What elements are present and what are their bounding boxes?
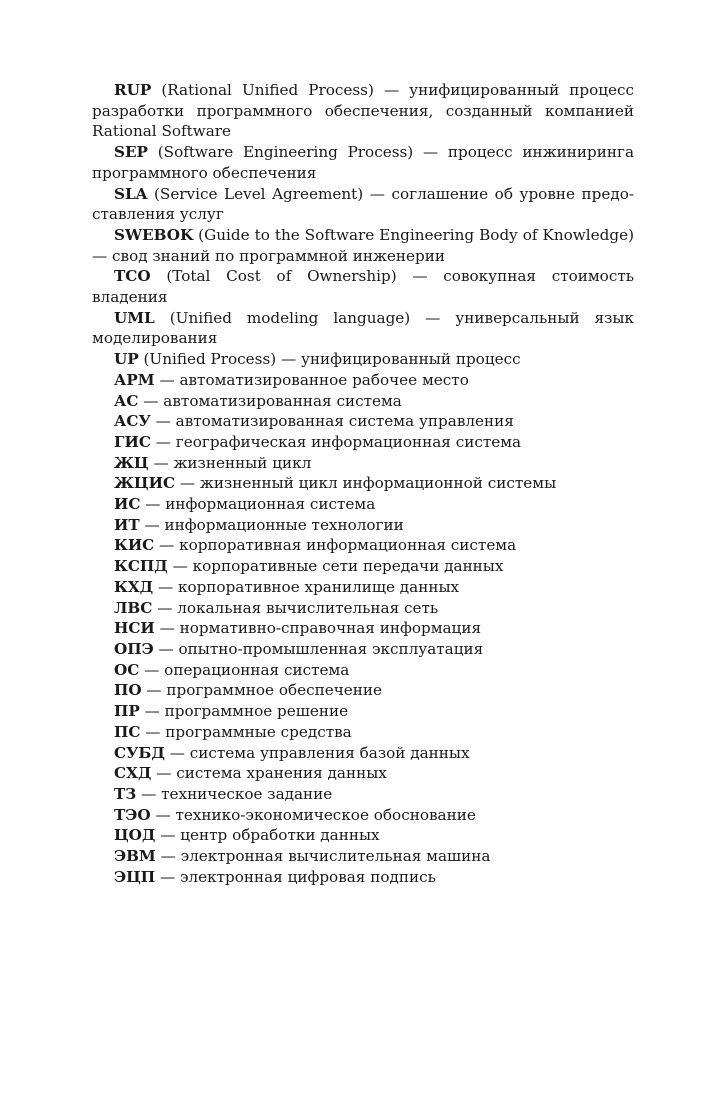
definition: — опытно-промышленная эксплуатация [158, 639, 484, 658]
entry-tco [92, 266, 634, 307]
entry-is [92, 494, 634, 515]
definition: — электронная цифровая подпись [159, 867, 436, 886]
definition: (Service Level Agreement) — соглашение об уровне предоставления услуг [92, 184, 634, 224]
term: ПР [114, 702, 140, 721]
definition: — автоматизированная система управления [155, 412, 514, 431]
entry-zhc [92, 453, 634, 474]
term: SLA [114, 184, 148, 203]
term: SWEBOK [114, 225, 194, 244]
term: ЛВС [114, 598, 153, 617]
definition: — нормативно-справочная информация [159, 619, 482, 638]
definition: — программные средства [145, 722, 352, 741]
entry-rup [92, 80, 634, 142]
entry-khd [92, 577, 634, 598]
definition: — техническое задание [141, 784, 333, 803]
entry-po [92, 680, 634, 701]
entry-os [92, 660, 634, 681]
definition: — жизненный цикл информационной системы [179, 474, 557, 493]
term: СХД [114, 764, 152, 783]
term: ОС [114, 660, 140, 679]
term: ОПЭ [114, 639, 154, 658]
definition: (Software Engineering Process) — процесс инжиниринга программного обеспечения [92, 143, 634, 182]
definition: — технико-экономическое обоснование [155, 805, 476, 824]
entry-uml [92, 308, 634, 349]
definition: — автоматизированная система [143, 391, 402, 410]
entry-evm [92, 846, 634, 867]
term: ТЗ [114, 784, 137, 803]
definition: — электронная вычислительная машина [160, 847, 491, 866]
entry-kis [92, 535, 634, 556]
entry-kspd [92, 556, 634, 577]
term: SEP [114, 143, 148, 162]
entry-nsi [92, 618, 634, 639]
term: RUP [114, 81, 152, 99]
entry-up [92, 349, 634, 370]
definition: (Unified Process) — унифицированный процесс [143, 350, 521, 369]
entry-it [92, 515, 634, 536]
definition: — корпоративное хранилище данных [157, 577, 460, 596]
term: АСУ [114, 412, 151, 431]
term: НСИ [114, 619, 155, 638]
term: КИС [114, 536, 155, 555]
term: КСПД [114, 557, 168, 576]
term: ГИС [114, 432, 151, 451]
entry-gis [92, 432, 634, 453]
term: ИТ [114, 515, 140, 534]
term: ЖЦИС [114, 474, 176, 493]
term: КХД [114, 577, 154, 596]
definition: (Guide to the Software Engineering Body of Knowledge) — свод знаний по программной инженерии [92, 225, 634, 265]
entry-zhcis [92, 473, 634, 494]
term: UP [114, 350, 139, 369]
entry-ps [92, 722, 634, 743]
entry-tsod [92, 825, 634, 846]
definition: — система хранения данных [156, 764, 387, 783]
term: ТЭО [114, 805, 151, 824]
definition: — центр обработки данных [160, 826, 380, 845]
entry-as [92, 391, 634, 412]
term: ЭВМ [114, 847, 156, 866]
definition: — автоматизированное рабочее место [159, 370, 469, 389]
entry-subd [92, 743, 634, 764]
term: АРМ [114, 370, 155, 389]
definition: — корпоративная информационная система [159, 536, 517, 555]
entry-ope [92, 639, 634, 660]
definition: — информационные технологии [144, 515, 404, 534]
term: ИС [114, 495, 141, 514]
entry-tz [92, 784, 634, 805]
term: АС [114, 391, 139, 410]
entry-sla [92, 184, 634, 225]
entry-teo [92, 805, 634, 826]
term: ЦОД [114, 826, 156, 845]
abbreviations-list [92, 80, 634, 887]
definition: (Rational Unified Process) — унифицированный процесс разработки программного обеспечения, созданный компанией Rational Software [92, 81, 634, 141]
definition: — жизненный цикл [153, 453, 312, 472]
term: ЭЦП [114, 867, 156, 886]
definition: — информационная система [145, 495, 376, 514]
entry-asu [92, 411, 634, 432]
definition: — операционная система [144, 660, 350, 679]
term: ЖЦ [114, 453, 149, 472]
term: СУБД [114, 743, 165, 762]
entry-lvs [92, 598, 634, 619]
definition: — программное решение [144, 702, 349, 721]
definition: — географическая информационная система [155, 432, 522, 451]
entry-etsp [92, 867, 634, 888]
definition: — программное обеспечение [146, 681, 383, 700]
definition: — локальная вычислительная сеть [157, 598, 439, 617]
definition: — система управления базой данных [169, 743, 470, 762]
definition: — корпоративные сети передачи данных [172, 557, 504, 576]
entry-sep [92, 142, 634, 183]
definition: (Unified modeling language) — универсальный язык моделирования [92, 308, 634, 348]
entry-shd [92, 763, 634, 784]
term: ПО [114, 681, 142, 700]
definition: (Total Cost of Ownership) — совокупная стоимость владения [92, 267, 635, 307]
term: ПС [114, 722, 141, 741]
term: UML [114, 308, 155, 327]
entry-pr [92, 701, 634, 722]
entry-swebok [92, 225, 634, 266]
term: TCO [114, 267, 151, 286]
entry-arm [92, 370, 634, 391]
